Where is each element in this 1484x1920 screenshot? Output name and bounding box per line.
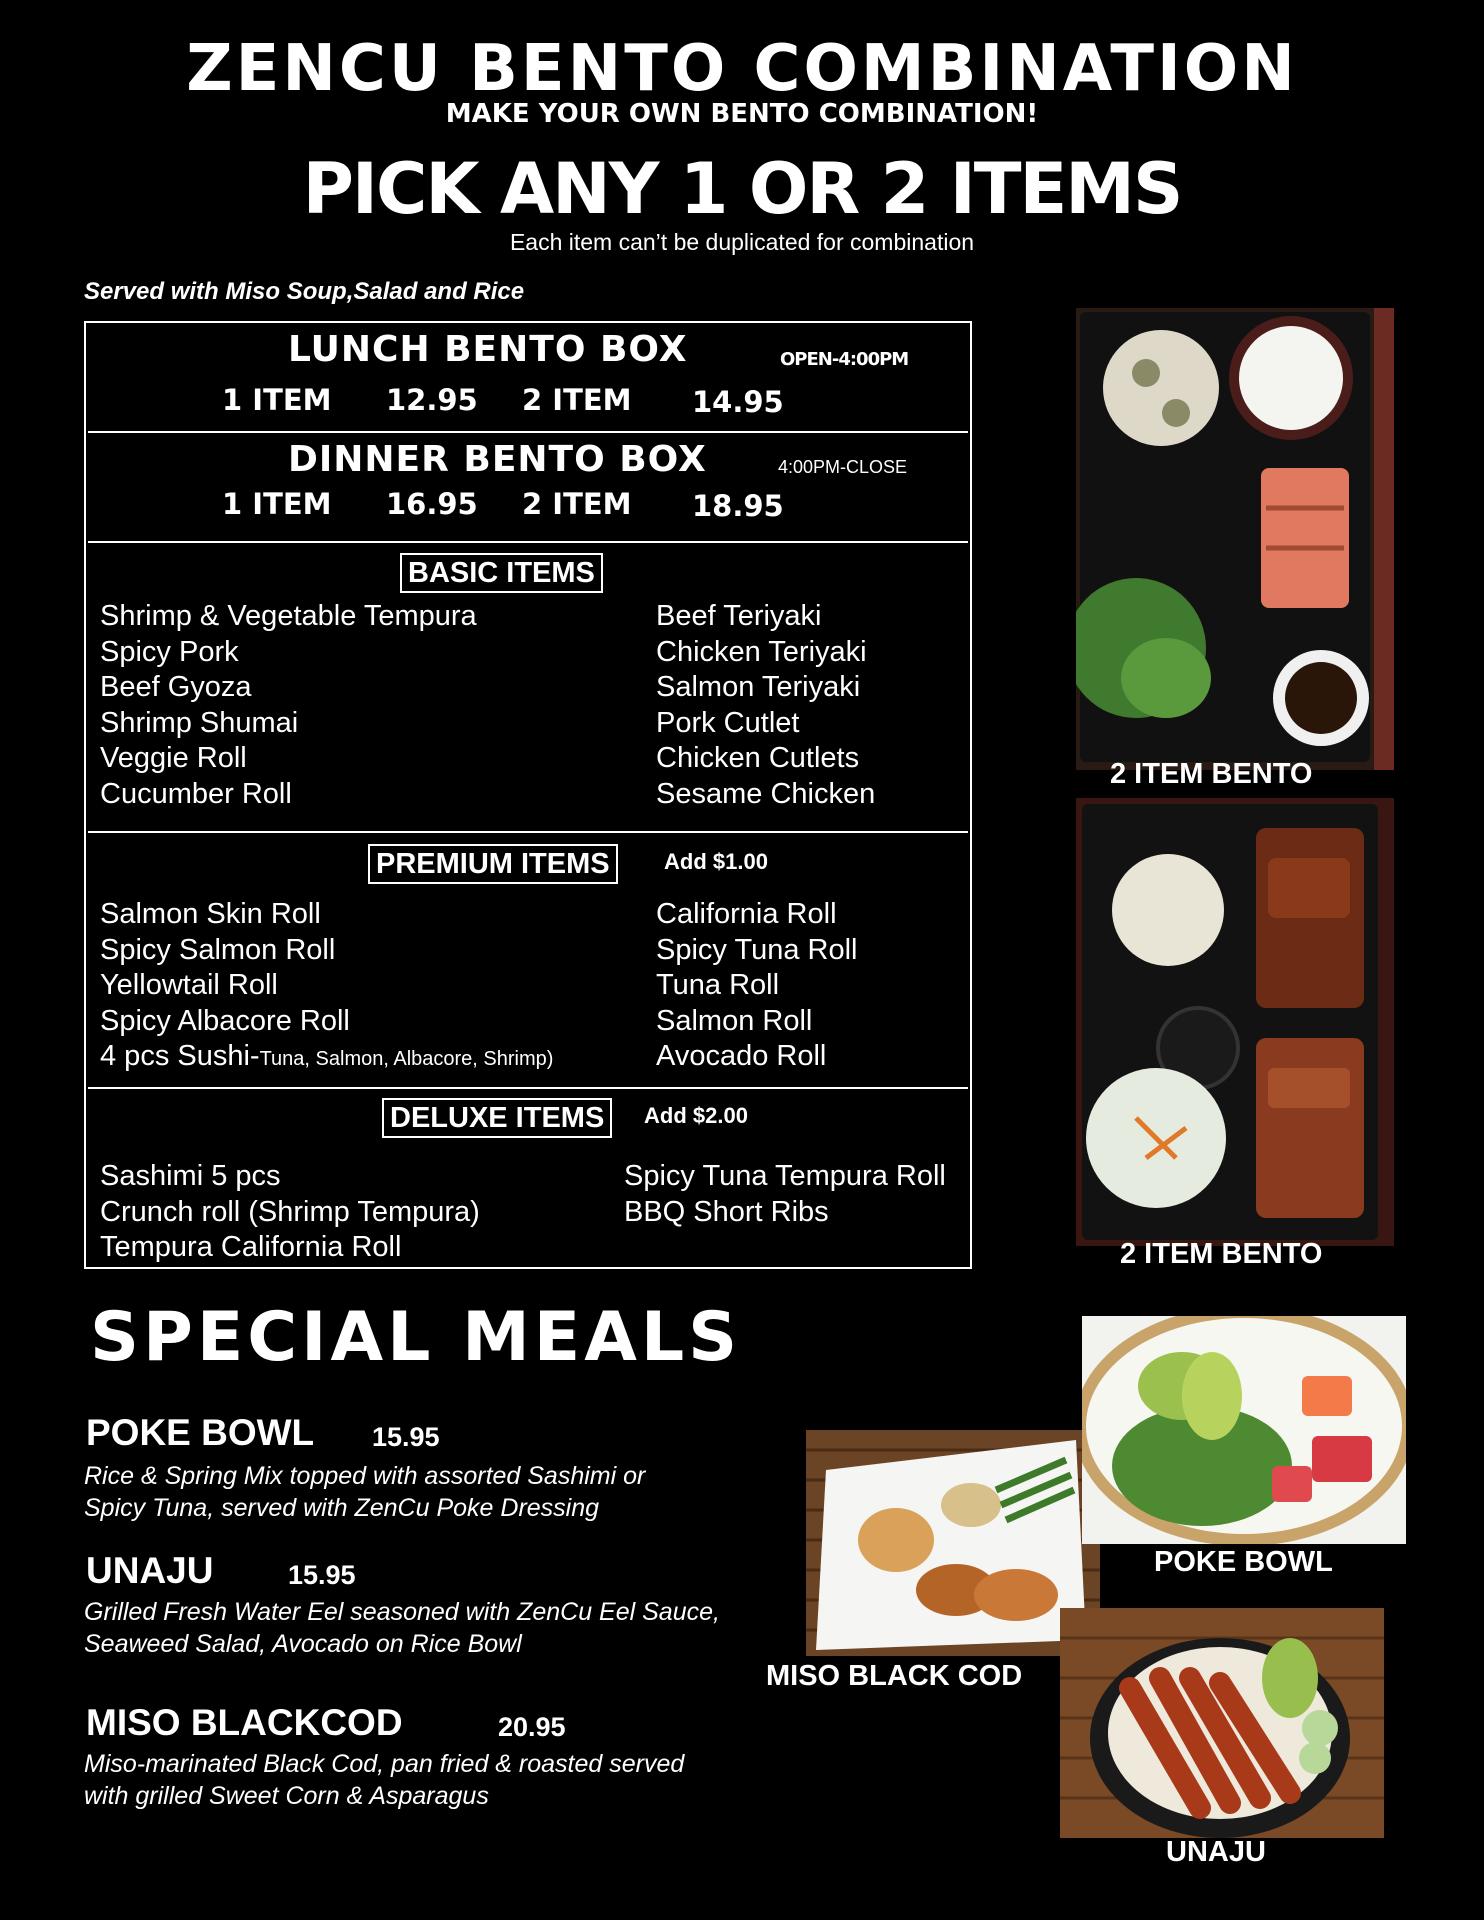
miso-black-cod-photo-art <box>806 1430 1100 1656</box>
poke-bowl-price: 15.95 <box>372 1422 440 1452</box>
desc-line: Miso-marinated Black Cod, pan fried & roasted served <box>84 1750 685 1778</box>
dinner-one-label: 1 ITEM <box>222 487 332 521</box>
list-item: Sashimi 5 pcs <box>100 1160 281 1192</box>
miso-blackcod-name: MISO BLACKCOD <box>86 1702 403 1743</box>
list-item: Tempura California Roll <box>100 1231 402 1263</box>
basic-right-list <box>656 599 875 812</box>
divider <box>88 541 968 543</box>
poke-bowl-name: POKE BOWL <box>86 1412 315 1453</box>
desc-line: Seaweed Salad, Avocado on Rice Bowl <box>84 1630 522 1658</box>
miso-black-cod-photo <box>806 1430 1100 1656</box>
list-item: Spicy Albacore Roll <box>100 1004 350 1037</box>
deluxe-surcharge: Add $2.00 <box>644 1103 748 1128</box>
page-subtitle: MAKE YOUR OWN BENTO COMBINATION! <box>445 99 1039 129</box>
lunch-title: LUNCH BENTO BOX <box>288 329 688 370</box>
served-with-note: Served with Miso Soup,Salad and Rice <box>84 278 525 305</box>
pick-headline: PICK ANY 1 OR 2 ITEMS <box>302 148 1182 230</box>
lunch-two-price: 14.95 <box>692 385 784 419</box>
bento-photo-2-art <box>1076 798 1394 1246</box>
divider <box>88 431 968 433</box>
basic-left-list <box>100 599 477 812</box>
list-item: Shrimp & Vegetable Tempura <box>100 600 477 632</box>
miso-blackcod-price: 20.95 <box>498 1712 566 1742</box>
list-item: Sesame Chicken <box>656 777 876 810</box>
premium-items-heading: PREMIUM ITEMS <box>368 844 618 884</box>
list-item: Beef Gyoza <box>100 671 252 703</box>
bento-photo-2 <box>1076 798 1394 1246</box>
list-item: Shrimp Shumai <box>100 706 299 739</box>
desc-line: Grilled Fresh Water Eel seasoned with ZenCu Eel Sauce, <box>84 1598 720 1626</box>
list-item: Veggie Roll <box>100 742 247 774</box>
premium-surcharge: Add $1.00 <box>664 849 768 874</box>
list-item: Salmon Teriyaki <box>656 671 861 703</box>
dinner-one-price: 16.95 <box>386 487 478 521</box>
list-item: Spicy Pork <box>100 635 239 668</box>
list-item: Crunch roll (Shrimp Tempura) <box>100 1195 480 1228</box>
special-meals-title: SPECIAL MEALS <box>90 1298 742 1377</box>
bento-menu-box <box>84 321 972 1269</box>
miso-blackcod-desc <box>84 1748 684 1812</box>
list-item <box>100 1039 553 1078</box>
desc-line: with grilled Sweet Corn & Asparagus <box>84 1782 489 1810</box>
dinner-title: DINNER BENTO BOX <box>288 439 707 480</box>
deluxe-left-list <box>100 1159 480 1266</box>
list-item: California Roll <box>656 898 837 930</box>
divider <box>88 1087 968 1089</box>
list-item: Beef Teriyaki <box>656 600 822 632</box>
desc-line: Rice & Spring Mix topped with assorted Sashimi or <box>84 1462 646 1490</box>
list-item: Spicy Salmon Roll <box>100 933 336 966</box>
poke-bowl-desc <box>84 1460 645 1524</box>
unaju-caption: UNAJU <box>1166 1836 1266 1868</box>
page-title: ZENCU BENTO COMBINATION <box>186 32 1298 106</box>
list-item: Spicy Tuna Roll <box>656 933 858 966</box>
unaju-photo <box>1060 1608 1384 1838</box>
sushi-main: 4 pcs Sushi- <box>100 1040 260 1072</box>
list-item: Pork Cutlet <box>656 706 800 739</box>
dinner-hours: 4:00PM-CLOSE <box>778 457 908 477</box>
poke-bowl-caption: POKE BOWL <box>1154 1546 1333 1578</box>
unaju-name: UNAJU <box>86 1550 214 1591</box>
poke-bowl-photo-art <box>1082 1316 1406 1544</box>
desc-line: Spicy Tuna, served with ZenCu Poke Dressing <box>84 1494 600 1522</box>
list-item: BBQ Short Ribs <box>624 1195 829 1228</box>
premium-left-list <box>100 897 553 1078</box>
list-item: Tuna Roll <box>656 969 780 1001</box>
lunch-one-label: 1 ITEM <box>222 383 332 417</box>
list-item: Yellowtail Roll <box>100 969 278 1001</box>
list-item: Chicken Teriyaki <box>656 635 867 668</box>
lunch-hours: OPEN-4:00PM <box>780 349 909 370</box>
unaju-photo-art <box>1060 1608 1384 1838</box>
bento-photo-2-caption: 2 ITEM BENTO <box>1120 1238 1323 1270</box>
list-item: Spicy Tuna Tempura Roll <box>624 1160 946 1192</box>
divider <box>88 831 968 833</box>
lunch-two-label: 2 ITEM <box>522 383 632 417</box>
duplicate-note: Each item can’t be duplicated for combination <box>509 229 975 255</box>
dinner-two-price: 18.95 <box>692 489 784 523</box>
basic-items-heading: BASIC ITEMS <box>400 553 603 593</box>
deluxe-items-heading: DELUXE ITEMS <box>382 1098 612 1138</box>
bento-photo-1-art <box>1076 308 1394 770</box>
list-item: Avocado Roll <box>656 1040 827 1072</box>
premium-right-list <box>656 897 858 1075</box>
list-item: Salmon Roll <box>656 1004 813 1037</box>
dinner-two-label: 2 ITEM <box>522 487 632 521</box>
lunch-one-price: 12.95 <box>386 383 478 417</box>
list-item: Cucumber Roll <box>100 777 292 810</box>
unaju-desc <box>84 1596 720 1660</box>
miso-black-cod-caption: MISO BLACK COD <box>766 1660 1023 1692</box>
bento-photo-1-caption: 2 ITEM BENTO <box>1110 758 1313 790</box>
deluxe-right-list <box>624 1159 946 1230</box>
list-item: Chicken Cutlets <box>656 742 860 774</box>
sushi-detail: Tuna, Salmon, Albacore, Shrimp) <box>259 1048 554 1070</box>
bento-photo-1 <box>1076 308 1394 770</box>
unaju-price: 15.95 <box>288 1560 356 1590</box>
list-item: Salmon Skin Roll <box>100 898 321 930</box>
poke-bowl-photo <box>1082 1316 1406 1544</box>
